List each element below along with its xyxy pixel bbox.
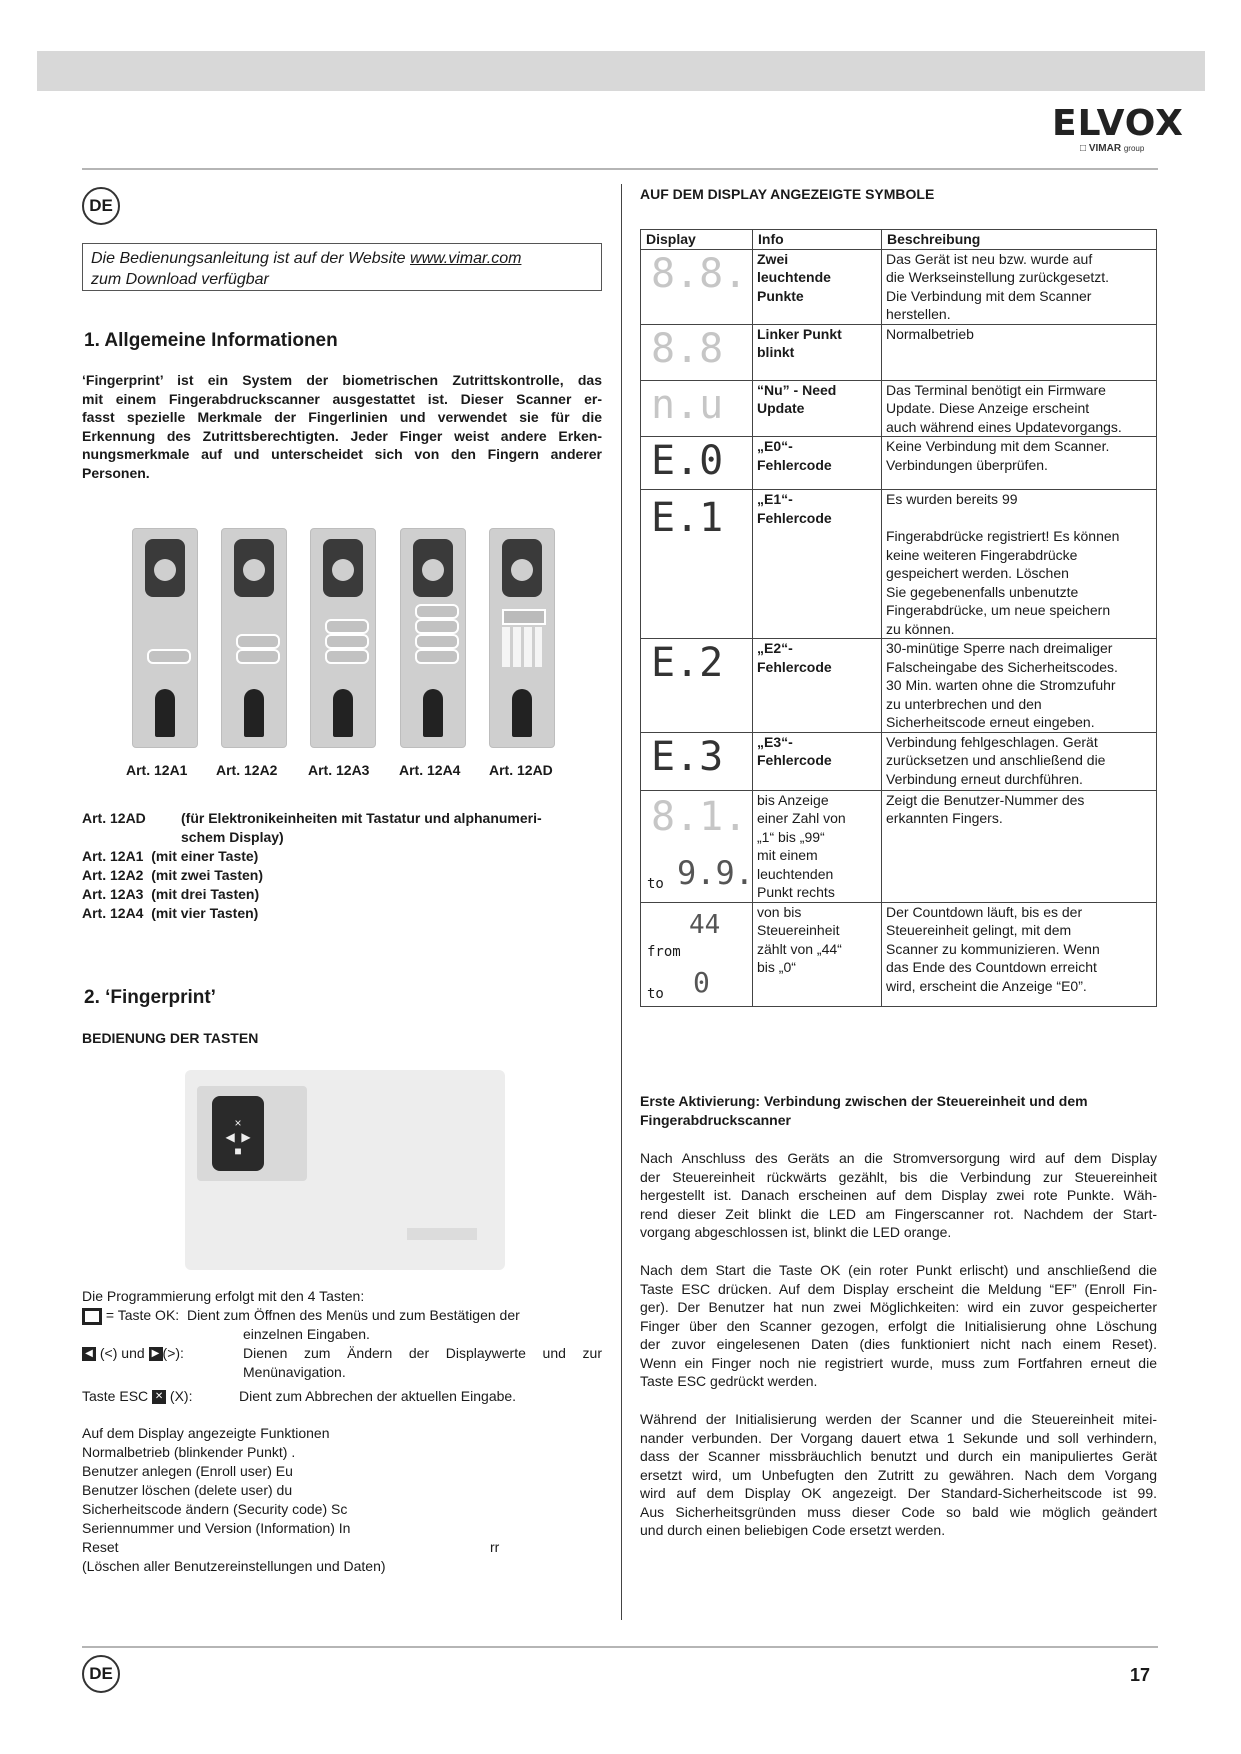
device-12AD xyxy=(489,528,555,748)
info-line: leuchtenden xyxy=(757,865,834,882)
section1-line: Personen. xyxy=(82,464,150,481)
function-item: Benutzer anlegen (Enroll user) Eu xyxy=(82,1463,293,1479)
info-cell xyxy=(753,490,882,639)
paragraph-line: wird auf dem Display OK angezeigt. Der Standard-Sicherheitscode ist 99. xyxy=(640,1485,1157,1501)
key-esc-row: Taste ESC ✕ (X): Dient zum Abbrechen der aktuellen Eingabe. xyxy=(82,1388,517,1404)
section1-text xyxy=(82,371,602,482)
vimar-logo: □ VIMAR group xyxy=(1080,143,1145,154)
description-line: gespeichert werden. Löschen xyxy=(886,565,1069,581)
left-key-icon: ◀ xyxy=(82,1347,96,1361)
description-line: zu unterbrechen und den xyxy=(886,695,1042,712)
info-line: bis „0“ xyxy=(757,959,796,975)
section1-line: Erkennung des Zutrittsberechtigten. Jeder Finger weist andere Erken- xyxy=(82,427,602,444)
display-cell xyxy=(641,639,753,733)
description-line: Normalbetrieb xyxy=(886,325,974,342)
elvox-logo: ELVOX xyxy=(1052,103,1184,144)
paragraph-line: vorgang abgeschlossen ist, blinkt die LED orange. xyxy=(640,1224,952,1240)
display-cell xyxy=(641,324,753,380)
description-line: wird, erscheint die Anzeige “E0”. xyxy=(886,977,1087,994)
paragraph-line: ger). Der Benutzer hat nun zwei Möglichkeiten: wird ein zuvor gespeicherter xyxy=(640,1299,1157,1315)
key-ok-desc2: einzelnen Eingaben. xyxy=(243,1326,370,1342)
column-divider xyxy=(621,184,622,1620)
description-line: Fingerabdrücke registriert! Es können xyxy=(886,528,1120,544)
description-line xyxy=(886,509,1152,528)
key-lr-desc2: Menünavigation. xyxy=(243,1364,346,1380)
col-header: Display xyxy=(641,230,753,250)
paragraph-line: und durch einen beliebigen Code ersetzt werden. xyxy=(640,1522,946,1538)
info-line: zählt von „44“ xyxy=(757,940,842,957)
description-cell xyxy=(882,790,1157,902)
description-line: herstellen. xyxy=(886,306,951,322)
key-ok-row: = Taste OK: Dient zum Öffnen des Menüs und zum Bestätigen der xyxy=(82,1306,520,1325)
table-row xyxy=(641,324,1157,380)
table-header xyxy=(641,230,1157,250)
segment-display: n.u xyxy=(651,381,724,428)
description-line: Das Terminal benötigt ein Firmware xyxy=(886,381,1106,398)
description-line: Es wurden bereits 99 xyxy=(886,491,1018,507)
device-12A1 xyxy=(132,528,198,748)
paragraph-line: Wenn ein Finger noch nie registriert wurde, muss zum Fortfahren erneut die xyxy=(640,1354,1157,1371)
info-line: leuchtende xyxy=(757,269,831,285)
table-row xyxy=(641,249,1157,324)
description-cell xyxy=(882,249,1157,324)
description-line: Der Countdown läuft, bis es der xyxy=(886,903,1083,920)
function-item: Benutzer löschen (delete user) du xyxy=(82,1482,293,1498)
paragraph-line: der zuvor eingelesenen Daten (dies funktioniert nicht nach einem Reset). xyxy=(640,1336,1157,1352)
paragraph-line: Finger über den Scanner gezogen, erfolgt die Initialisierung ohne Löschung xyxy=(640,1317,1157,1334)
description-line: Sie gegebenenfalls unbenutzte xyxy=(886,583,1079,600)
device-12A2 xyxy=(221,528,287,748)
paragraph-line: Taste ESC drücken. Auf dem Display erscheint die Meldung “EF” (Enroll Fin- xyxy=(640,1280,1157,1297)
paragraph-line: dass der Scanner missbräuchlich benutzt und durch ein manipuliertes Gerät xyxy=(640,1448,1157,1464)
first-activation-p1 xyxy=(640,1149,1157,1242)
function-item: Reset xyxy=(82,1539,119,1555)
section1-title: 1. Allgemeine Informationen xyxy=(84,330,338,351)
footer-rule xyxy=(82,1646,1158,1648)
to-label: to xyxy=(647,985,664,1002)
segment-display: 0 xyxy=(693,965,710,999)
info-cell xyxy=(753,639,882,733)
description-cell xyxy=(882,639,1157,733)
description-cell xyxy=(882,324,1157,380)
info-line: Fehlercode xyxy=(757,658,832,675)
function-item: Seriennummer und Version (Information) In xyxy=(82,1520,351,1536)
section1-line: ‘Fingerprint’ ist ein System der biometrischen Zutrittskontrolle, das xyxy=(82,372,602,388)
device-label-12A2: Art. 12A2 xyxy=(216,762,278,778)
segment-display: 44 xyxy=(689,909,721,940)
display-cell xyxy=(641,490,753,639)
description-cell xyxy=(882,490,1157,639)
info-cell xyxy=(753,732,882,790)
description-line: Verbindung erneut durchführen. xyxy=(886,770,1083,787)
info-line: Linker Punkt xyxy=(757,325,842,342)
info-line: Fehlercode xyxy=(757,752,832,768)
section1-line: mit einem Fingerabdruckscanner ausgestattet ist. Dieser Scanner er- xyxy=(82,390,602,407)
reset-code: rr xyxy=(490,1539,500,1555)
segment-display: 8.8. xyxy=(651,250,748,297)
col-header: Info xyxy=(753,230,882,250)
vimar-link[interactable]: www.vimar.com xyxy=(410,250,522,267)
info-line: bis Anzeige xyxy=(757,791,829,808)
description-line: Update. Diese Anzeige erscheint xyxy=(886,400,1090,416)
paragraph-line: der Steuereinheit rückwärts gezählt, bis die Verbindung zur Steuereinheit xyxy=(640,1168,1157,1185)
segment-display: E.3 xyxy=(651,733,724,780)
display-cell xyxy=(641,380,753,437)
first-activation-p3 xyxy=(640,1410,1157,1540)
device-label-12AD: Art. 12AD xyxy=(489,762,553,778)
description-cell xyxy=(882,732,1157,790)
page-number: 17 xyxy=(1130,1665,1151,1685)
device-label-12A4: Art. 12A4 xyxy=(399,762,461,778)
table-row xyxy=(641,732,1157,790)
description-line: Verbindung fehlgeschlagen. Gerät xyxy=(886,733,1098,750)
description-line: 30 Min. warten ohne die Stromzufuhr xyxy=(886,677,1116,693)
info-line: „E0“- xyxy=(757,438,793,454)
info-line: „1“ bis „99“ xyxy=(757,828,825,845)
description-line: Zeigt die Benutzer-Nummer des xyxy=(886,791,1085,808)
device-label-12A3: Art. 12A3 xyxy=(308,762,370,778)
info-line: „E3“- xyxy=(757,733,793,750)
info-line: blinkt xyxy=(757,344,795,360)
display-cell xyxy=(641,790,753,902)
paragraph-line: hergestellt ist. Danach erscheinen auf dem Display zwei rote Punkte. Wäh- xyxy=(640,1187,1157,1203)
info-cell xyxy=(753,437,882,490)
first-activation-title: Erste Aktivierung: Verbindung zwischen der Steuereinheit und dem Fingerabdruckscanner xyxy=(640,1093,1088,1128)
footer-lang-badge: DE xyxy=(82,1655,120,1693)
table-row xyxy=(641,639,1157,733)
segment-display: E.0 xyxy=(651,438,724,484)
display-cell xyxy=(641,732,753,790)
display-cell xyxy=(641,249,753,324)
description-line: Sicherheitscode erneut eingeben. xyxy=(886,714,1095,730)
description-line: Die Verbindung mit dem Scanner xyxy=(886,287,1092,304)
lang-badge: DE xyxy=(82,187,120,225)
function-item: Sicherheitscode ändern (Security code) Sc xyxy=(82,1501,348,1517)
to-label: to xyxy=(647,875,664,892)
table-row xyxy=(641,380,1157,437)
paragraph-line: Während der Initialisierung werden der Scanner und die Steuereinheit mitei- xyxy=(640,1411,1157,1427)
segment-display: E.2 xyxy=(651,640,724,686)
paragraph-line: nander verbunden. Der Vorgang dauert etwa 1 Sekunde und soll verhindern, xyxy=(640,1429,1157,1446)
display-cell xyxy=(641,437,753,490)
col-header: Beschreibung xyxy=(882,230,1157,250)
description-line: Steuereinheit gelingt, mit dem xyxy=(886,922,1072,938)
description-line: auch während eines Updatevorgangs. xyxy=(886,418,1122,435)
key-lr-row: ◀ (<) und ▶ (>): Dienen zum Ändern der Displaywerte und zur xyxy=(82,1344,602,1362)
display-cell xyxy=(641,902,753,1006)
info-line: Punkt rechts xyxy=(757,884,835,900)
paragraph-line: ersetzt wird, um Unbefugten den Zutritt zu gewähren. Nach dem Vorgang xyxy=(640,1466,1157,1483)
segment-display: 9.9. xyxy=(677,853,755,892)
description-line: die Werkseinstellung zurückgesetzt. xyxy=(886,269,1110,285)
description-line: zu können. xyxy=(886,620,955,637)
paragraph-line: rend dieser Zeit blinkt die LED am Fingerscanner rot. Nachdem der Start- xyxy=(640,1205,1157,1222)
display-symbols-table xyxy=(640,229,1157,1007)
info-line: Punkte xyxy=(757,287,804,304)
description-line: das Ende des Countdown erreicht xyxy=(886,959,1097,975)
table-row xyxy=(641,902,1157,1006)
device-12A3 xyxy=(310,528,376,748)
display-table-title: AUF DEM DISPLAY ANGEZEIGTE SYMBOLE xyxy=(640,186,935,202)
description-line: Das Gerät ist neu bzw. wurde auf xyxy=(886,250,1093,267)
description-line: zurücksetzen und anschließend die xyxy=(886,752,1106,768)
info-line: Zwei xyxy=(757,250,789,267)
description-line: Verbindungen überprüfen. xyxy=(886,456,1048,473)
keypad-illustration: × ◀ ▶ ■ xyxy=(185,1070,505,1270)
article-list: Art. 12AD (für Elektronikeinheiten mit Tastatur und alphanumeri- schem Display) Art. 12A1 (mit einer Taste) Art. 12A2 (mit zwei Tasten) Art. 12A3 (mit drei Tasten) Art. 12A4 (mit vier Tasten) xyxy=(82,810,542,921)
info-cell xyxy=(753,324,882,380)
description-line: 30-minütige Sperre nach dreimaliger xyxy=(886,640,1113,656)
info-line: Update xyxy=(757,400,805,416)
description-line: erkannten Fingers. xyxy=(886,810,1003,826)
info-cell xyxy=(753,249,882,324)
description-line: Falscheingabe des Sicherheitscodes. xyxy=(886,658,1118,675)
section2-title: 2. ‘Fingerprint’ xyxy=(84,987,216,1008)
paragraph-line: Taste ESC gedrückt werden. xyxy=(640,1373,818,1389)
description-line: keine weiteren Fingerabdrücke xyxy=(886,546,1078,563)
device-label-12A1: Art. 12A1 xyxy=(126,762,188,778)
segment-display: 8.8 xyxy=(651,325,724,372)
description-line: Fingerabdrücke, um neue speichern xyxy=(886,602,1111,618)
info-line: „E2“- xyxy=(757,640,793,656)
section2-subtitle: BEDIENUNG DER TASTEN xyxy=(82,1030,259,1046)
table-row xyxy=(641,790,1157,902)
info-cell xyxy=(753,902,882,1006)
table-row xyxy=(641,490,1157,639)
keys-intro: Die Programmierung erfolgt mit den 4 Tasten: xyxy=(82,1288,365,1304)
segment-display: E.1 xyxy=(651,495,724,541)
description-cell xyxy=(882,437,1157,490)
from-label: from xyxy=(647,943,681,960)
top-bar xyxy=(37,51,1205,91)
device-12A4 xyxy=(400,528,466,748)
esc-key-icon: ✕ xyxy=(152,1390,166,1404)
paragraph-line: Nach dem Start die Taste OK (ein roter Punkt erlischt) und anschließend die xyxy=(640,1262,1157,1278)
info-line: einer Zahl von xyxy=(757,810,846,826)
segment-display: 8.1. xyxy=(651,793,748,840)
functions-title: Auf dem Display angezeigte Funktionen xyxy=(82,1425,330,1441)
first-activation-p2 xyxy=(640,1261,1157,1391)
right-key-icon: ▶ xyxy=(149,1347,163,1361)
info-line: „E1“- xyxy=(757,491,793,507)
description-line: Keine Verbindung mit dem Scanner. xyxy=(886,438,1110,454)
info-line: Fehlercode xyxy=(757,509,832,526)
download-notice: Die Bedienungsanleitung ist auf der Website www.vimar.com zum Download verfügbar xyxy=(82,243,602,291)
info-line: von bis xyxy=(757,903,802,920)
table-row xyxy=(641,437,1157,490)
function-item: (Löschen aller Benutzereinstellungen und Daten) xyxy=(82,1558,386,1574)
paragraph-line: Nach Anschluss des Geräts an die Stromversorgung wird auf dem Display xyxy=(640,1150,1157,1166)
header-rule xyxy=(82,168,1158,170)
ok-key-icon xyxy=(82,1308,102,1325)
description-line: Scanner zu kommunizieren. Wenn xyxy=(886,940,1100,957)
section1-line: fasst spezielle Merkmale der Fingerlinien und verwendet sie für die xyxy=(82,409,602,425)
description-cell xyxy=(882,902,1157,1006)
info-cell xyxy=(753,380,882,437)
info-line: “Nu” - Need xyxy=(757,381,837,398)
function-item: Normalbetrieb (blinkender Punkt) . xyxy=(82,1444,296,1460)
section1-line: nungsmerkmale auf und unterscheidet sich von den Fingern anderer xyxy=(82,446,602,462)
paragraph-line: Aus Sicherheitsgründen muss dieser Code so bald wie möglich geändert xyxy=(640,1503,1157,1520)
info-line: mit einem xyxy=(757,847,818,863)
info-line: Fehlercode xyxy=(757,456,832,473)
info-line: Steuereinheit xyxy=(757,922,840,938)
info-cell xyxy=(753,790,882,902)
description-cell xyxy=(882,380,1157,437)
